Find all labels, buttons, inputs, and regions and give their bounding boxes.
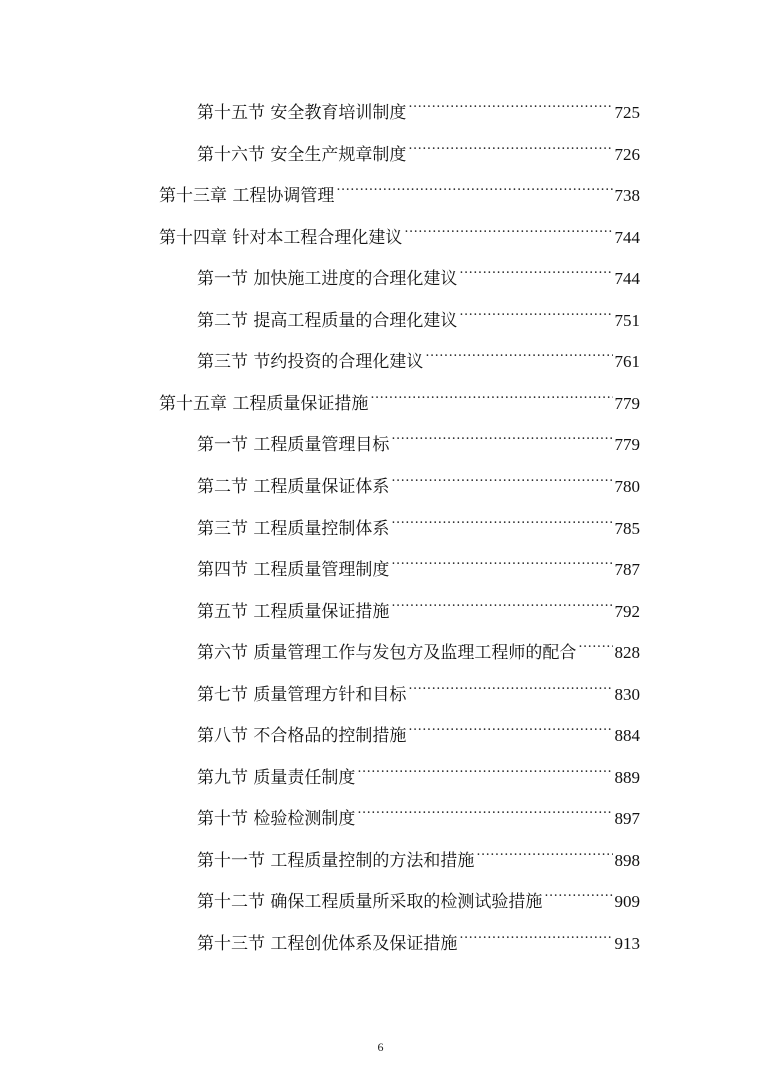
- toc-entry-title: 第十三章 工程协调管理: [159, 186, 335, 207]
- toc-entry-title: 第九节 质量责任制度: [197, 767, 356, 788]
- toc-entry-page: 884: [614, 726, 640, 746]
- toc-entry-title: 第十五章 工程质量保证措施: [159, 393, 369, 414]
- toc-entry-page: 898: [614, 850, 640, 870]
- toc-entry-title: 第八节 不合格品的控制措施: [197, 726, 407, 747]
- toc-entry-page: 725: [614, 103, 640, 122]
- toc-entry: [197, 504, 640, 539]
- toc-entry-title: 第十二节 确保工程质量所采取的检测试验措施: [197, 892, 543, 913]
- toc-entry-title: 第二节 工程质量保证体系: [197, 476, 390, 497]
- toc-entry-title: 第一节 工程质量管理目标: [197, 435, 390, 456]
- dot-leader: [391, 587, 612, 617]
- toc-entry-page: 897: [614, 809, 640, 829]
- toc-entry: [197, 420, 640, 456]
- dot-leader: [391, 462, 612, 492]
- toc-entry: [197, 919, 640, 954]
- toc-entry: [197, 794, 640, 830]
- toc-entry-page: 828: [614, 643, 640, 663]
- toc-entry: [159, 171, 640, 207]
- page-number: 6: [377, 1040, 384, 1054]
- toc-entry-title: 第二节 提高工程质量的合理化建议: [197, 310, 458, 331]
- toc-entry-title: 第十五节 安全教育培训制度: [197, 103, 407, 123]
- dot-leader: [404, 213, 612, 243]
- toc-entry-title: 第十一节 工程质量控制的方法和措施: [197, 850, 475, 871]
- toc-entry: [197, 254, 640, 290]
- dot-leader: [370, 379, 612, 409]
- toc-entry-title: 第六节 质量管理工作与发包方及监理工程师的配合: [197, 643, 577, 664]
- toc-entry: [197, 337, 640, 373]
- toc-entry-page: 792: [614, 601, 640, 621]
- toc-entry-title: 第一节 加快施工进度的合理化建议: [197, 269, 458, 290]
- toc-entry: [197, 711, 640, 747]
- toc-entry: [197, 877, 640, 913]
- toc-entry-page: 726: [614, 144, 640, 164]
- toc-entry-page: 909: [614, 892, 640, 912]
- toc-entry-page: 761: [614, 352, 640, 372]
- dot-leader: [391, 545, 612, 575]
- toc-entry: [197, 462, 640, 497]
- toc-entry: [197, 670, 640, 705]
- toc-entry-title: 第七节 质量管理方针和目标: [197, 684, 407, 705]
- dot-leader: [578, 628, 612, 658]
- toc-entry-page: 830: [614, 684, 640, 704]
- toc-entry-title: 第十节 检验检测制度: [197, 809, 356, 830]
- dot-leader: [408, 88, 612, 118]
- toc-entry: [197, 130, 640, 165]
- dot-leader: [336, 171, 612, 201]
- toc-entry-title: 第十四章 针对本工程合理化建议: [159, 227, 403, 248]
- dot-leader: [357, 794, 612, 824]
- dot-leader: [357, 753, 612, 783]
- dot-leader: [408, 670, 612, 700]
- toc-entry: [159, 213, 640, 248]
- toc-entry-title: 第十六节 安全生产规章制度: [197, 144, 407, 165]
- toc-entry: [197, 753, 640, 788]
- toc-entry-page: 913: [614, 934, 640, 953]
- toc-entry-page: 779: [614, 435, 640, 455]
- dot-leader: [425, 337, 612, 367]
- toc-entry-page: 751: [614, 310, 640, 330]
- toc-entry-title: 第三节 工程质量控制体系: [197, 518, 390, 539]
- toc-entry: [197, 628, 640, 664]
- toc-entry: [197, 545, 640, 581]
- toc-entry-title: 第十三节 工程创优体系及保证措施: [197, 934, 458, 954]
- toc-entry-page: 785: [614, 518, 640, 538]
- dot-leader: [408, 130, 612, 160]
- toc-entry: [197, 88, 640, 123]
- toc-entry-page: 744: [614, 227, 640, 247]
- toc-entry-page: 780: [614, 476, 640, 496]
- dot-leader: [459, 296, 612, 326]
- toc-entry: [159, 379, 640, 414]
- dot-leader: [459, 254, 612, 284]
- dot-leader: [391, 420, 612, 450]
- toc-entry-page: 779: [614, 393, 640, 413]
- toc-entry-title: 第四节 工程质量管理制度: [197, 560, 390, 581]
- toc-entry: [197, 296, 640, 331]
- dot-leader: [391, 504, 612, 534]
- toc-entry-page: 889: [614, 767, 640, 787]
- toc-entry-page: 744: [614, 269, 640, 289]
- toc-entry-title: 第三节 节约投资的合理化建议: [197, 352, 424, 373]
- dot-leader: [459, 919, 612, 949]
- toc-entry: [197, 836, 640, 871]
- toc-entry-title: 第五节 工程质量保证措施: [197, 601, 390, 622]
- toc-entry-page: 738: [614, 186, 640, 206]
- dot-leader: [476, 836, 612, 866]
- toc-entry-page: 787: [614, 560, 640, 580]
- dot-leader: [408, 711, 612, 741]
- toc-entry: [197, 587, 640, 622]
- dot-leader: [544, 877, 612, 907]
